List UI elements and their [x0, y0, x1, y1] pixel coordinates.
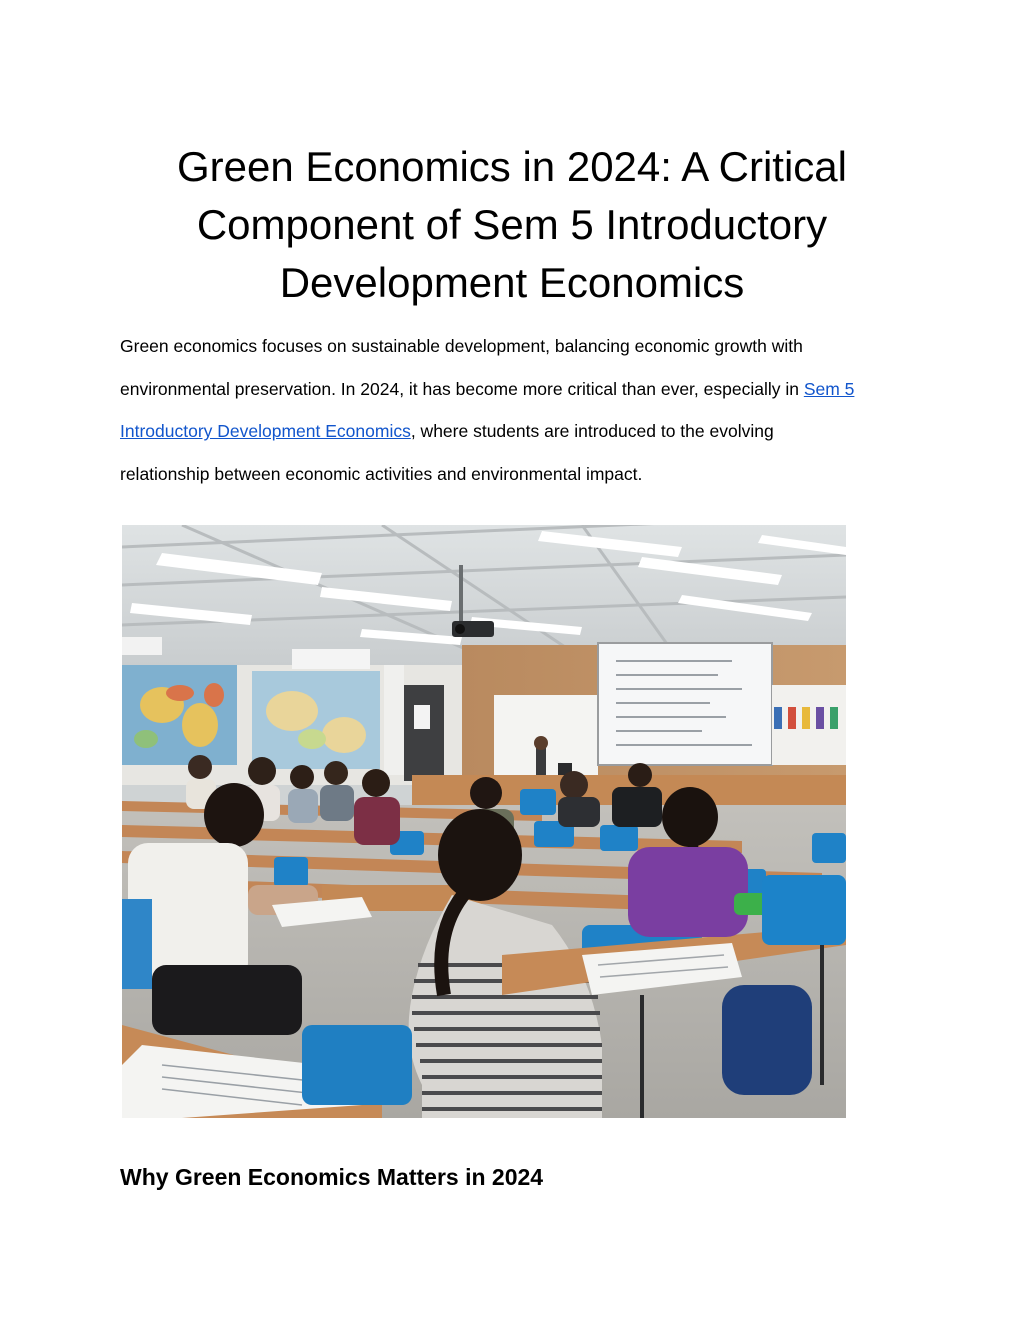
classroom-photo — [122, 525, 846, 1118]
title-line-3: Development Economics — [279, 259, 745, 306]
intro-line-3-text: , where students are introduced to the evolving — [410, 421, 774, 442]
intro-line-4: relationship between economic activities and environmental impact. — [120, 463, 643, 484]
intro-line-3 — [120, 410, 910, 453]
page-title — [120, 138, 904, 312]
title-line-2: Component of Sem 5 Introductory — [196, 201, 828, 248]
section-heading: Why Green Economics Matters in 2024 — [120, 1164, 544, 1190]
classroom-illustration — [122, 525, 846, 1118]
intro-line-1: Green economics focuses on sustainable development, balancing economic growth with — [120, 336, 803, 356]
sem5-link-part1[interactable]: Sem 5 — [803, 378, 855, 399]
intro-paragraph — [120, 325, 910, 495]
intro-line-2-text: environmental preservation. In 2024, it has become more critical than ever, especially in — [120, 378, 804, 399]
intro-line-2 — [120, 368, 910, 411]
title-line-1: Green Economics in 2024: A Critical — [177, 143, 847, 190]
sem5-link-part2[interactable]: Introductory Development Economics — [120, 421, 411, 442]
